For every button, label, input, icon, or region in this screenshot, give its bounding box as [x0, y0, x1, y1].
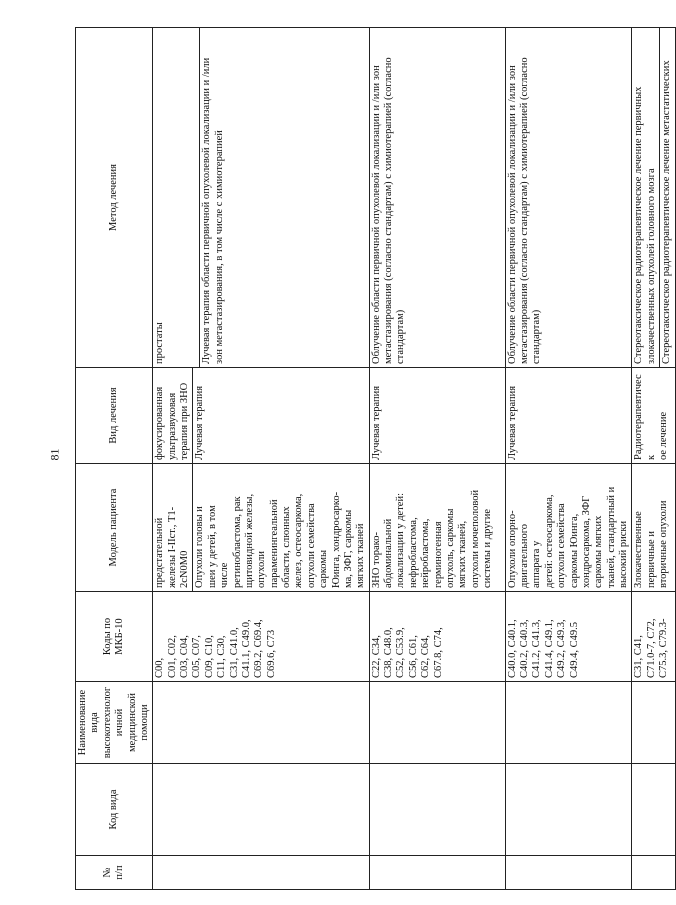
- cell-metod: [632, 28, 675, 368]
- table-row: [153, 28, 369, 890]
- table-row: [505, 28, 632, 890]
- cell-vid: [153, 368, 369, 464]
- cell-metod-text: Лучевая терапия области первичной опухолевой локализации и /или зон метастазирования, в том числе с химиотерапией: [201, 57, 225, 364]
- cell-naimenovanie: [632, 682, 675, 764]
- cell-model-continued: предстательной железы I-IIст., T1- 2cN0M0: [153, 464, 193, 591]
- cell-model-text: Опухоли головы и шеи у детей, в том числе ретинобластома, рак щитовидной железы, опухоли параменингеальной области, слюнных желез, остеосаркома, опухоли семейства саркомы Юинга, хондросарко- ма, ЗФГ, саркомы мягких тканей: [194, 491, 367, 588]
- cell-model: Злокачественные первичные и вторичные опухоли: [632, 464, 675, 592]
- cell-metod-next: Стереотаксическое радиотерапевтическое лечение метастатических: [661, 60, 673, 364]
- cell-kod-vida: [369, 764, 505, 856]
- cell-naimenovanie: [505, 682, 632, 764]
- header-num: № п/п: [76, 856, 153, 890]
- cell-metod: [153, 28, 369, 368]
- header-vid-lecheniya: Вид лечения: [76, 368, 153, 464]
- cell-num: [505, 856, 632, 890]
- cell-kod-vida: [505, 764, 632, 856]
- cell-num: [153, 856, 369, 890]
- cell-metod-text: Стереотаксическое радиотерапевтическое лечение первичных злокачественных опухолей головного мозга: [632, 28, 660, 367]
- cell-vid: Радиотерапевтическ ое лечение: [632, 368, 675, 464]
- table-row: [632, 28, 675, 890]
- cell-vid-continued: фокусированная ультразвуковая терапия при ЗНО: [153, 368, 193, 463]
- header-kody-mkb: Коды по МКБ-10: [76, 592, 153, 682]
- treatment-table: [75, 27, 676, 890]
- cell-num: [369, 856, 505, 890]
- cell-kod-vida: [632, 764, 675, 856]
- table-row: [369, 28, 505, 890]
- cell-kody-mkb: C31, C41, C71.0-7, C72, C75.3, C79.3-: [632, 592, 675, 682]
- cell-kody-mkb: C00, C01, C02, C03, C04, C05, C07, C09, C10, C11, C30, C31, C41.0, C41.1, C49.0, C69.2, C69.4, C69.6, C73: [153, 592, 369, 682]
- treatment-table-sheet: [75, 28, 673, 890]
- header-naimenovanie: Наименование вида высокотехнологичной медицинской помощи: [76, 682, 153, 764]
- cell-vid-text: Лучевая терапия: [194, 385, 206, 460]
- cell-naimenovanie: [369, 682, 505, 764]
- cell-model: ЗНО торако- абдоминальной локализации у детей: нефробластома, нейробластома, герминогенная опухоль, саркомы мягких тканей, опухоли мочеполовой системы и другие: [369, 464, 505, 592]
- cell-vid: Лучевая терапия: [505, 368, 632, 464]
- cell-model: Опухоли опорно- двигательного аппарата у детей: остеосаркома, опухоли семейства саркомы Юинга, хондросаркома, ЗФГ саркомы мягких тканей, стандартный и высокий риски: [505, 464, 632, 592]
- cell-metod: Облучение области первичной опухолевой локализации и /или зон метастазирования (согласно стандартам) с химиотерапией (согласно стандартам): [505, 28, 632, 368]
- cell-vid: Лучевая терапия: [369, 368, 505, 464]
- cell-model: [153, 464, 369, 592]
- header-metod-lecheniya: Метод лечения: [76, 28, 153, 368]
- page-number: 81: [47, 448, 62, 461]
- cell-metod: Облучение области первичной опухолевой локализации и /или зон метастазирования (согласно стандартам) с химиотерапией (согласно стандартам): [369, 28, 505, 368]
- header-kod-vida: Код вида: [76, 764, 153, 856]
- cell-naimenovanie: [153, 682, 369, 764]
- cell-metod-continued: простаты: [153, 28, 200, 367]
- cell-num: [632, 856, 675, 890]
- table-header-row: [76, 28, 153, 890]
- cell-kody-mkb: C22, C34, C38, C48.0, C52, C53.9, C56, C61, C62, C64, C67.8, C74,: [369, 592, 505, 682]
- cell-kod-vida: [153, 764, 369, 856]
- cell-kody-mkb: C40.0, C40.1, C40.2, C40.3, C41.2, C41.3, C41.4, C49.1, C49.2, C49.3, C49.4, C49.5: [505, 592, 632, 682]
- header-model: Модель пациента: [76, 464, 153, 592]
